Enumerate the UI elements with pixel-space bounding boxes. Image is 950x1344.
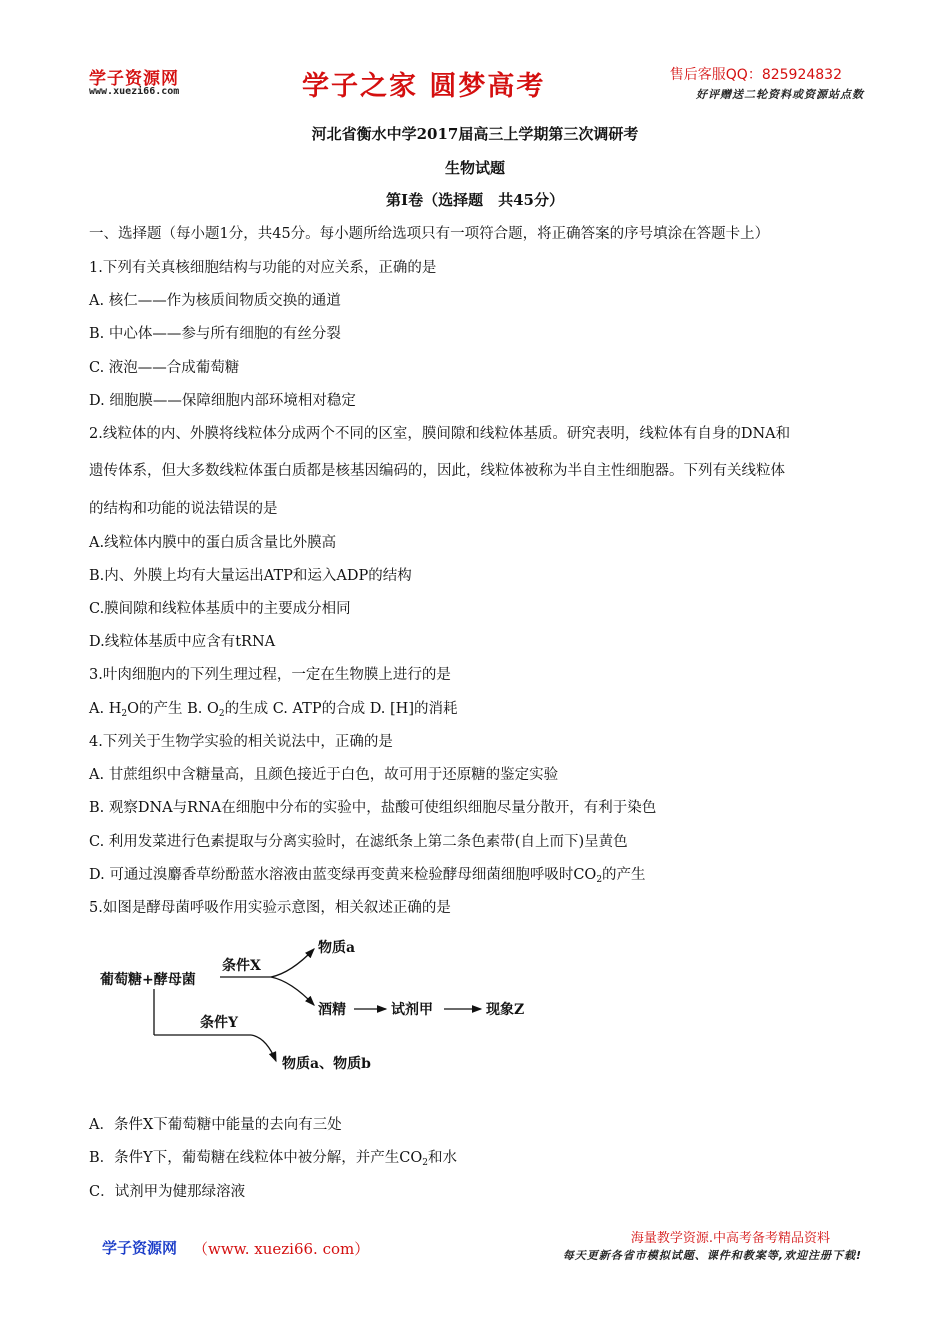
- q1-stem: 1.下列有关真核细胞结构与功能的对应关系，正确的是: [89, 260, 437, 276]
- diagram-condition-x: 条件X: [222, 958, 261, 974]
- q3-option-a: A. $H_2O$的产生: [89, 701, 183, 719]
- q4-option-c: C. 利用发菜进行色素提取与分离实验时，在滤纸条上第二条色素带(自上而下)呈黄色: [89, 834, 628, 850]
- arrow-to-alcohol: [271, 977, 314, 1005]
- logo-url[interactable]: www.xuezi66.com: [89, 86, 180, 97]
- q2-stem-line3: 的结构和功能的说法错误的是: [89, 501, 278, 517]
- exam-title: 河北省衡水中学2017届高三上学期第三次调研考: [311, 125, 639, 143]
- respiration-diagram: [96, 935, 556, 1115]
- diagram-reagent: 试剂甲: [391, 1002, 433, 1018]
- q2-option-a: A.线粒体内膜中的蛋白质含量比外膜高: [89, 535, 337, 551]
- diagram-alcohol: 酒精: [318, 1002, 346, 1018]
- q4-option-b: B. 观察DNA与RNA在细胞中分布的实验中，盐酸可使组织细胞尽量分散开，有利于染色: [89, 800, 657, 816]
- section-instructions: 一、选择题（每小题1分，共45分。每小题所给选项只有一项符合题，将正确答案的序号填涂在答题卡上）: [89, 226, 770, 242]
- q3-options: [89, 697, 458, 719]
- q4-option-d: D. 可通过溴麝香草纷酚蓝水溶液由蓝变绿再变黄来检验酵母细菌细胞呼吸时$CO_2$的产生: [89, 867, 646, 885]
- q5-stem: 5.如图是酵母菌呼吸作用实验示意图，相关叙述正确的是: [89, 900, 451, 916]
- part-title: 第Ⅰ卷（选择题 共45分）: [386, 191, 564, 209]
- footer-url[interactable]: （www. xuezi66. com）: [193, 1240, 370, 1258]
- q2-stem-line2: 遗传体系，但大多数线粒体蛋白质都是核基因编码的，因此，线粒体被称为半自主性细胞器。下列有关线粒体: [89, 463, 785, 479]
- subject-title: 生物试题: [444, 159, 505, 177]
- q5-option-b: B．条件Y下，葡萄糖在线粒体中被分解，并产生$CO_2$和水: [89, 1150, 457, 1168]
- q5-option-a: A．条件X下葡萄糖中能量的去向有三处: [89, 1117, 342, 1133]
- q2-stem-line1: 2.线粒体的内、外膜将线粒体分成两个不同的区室，膜间隙和线粒体基质。研究表明，线粒体有自身的DNA和: [89, 426, 791, 442]
- service-qq: 售后客服QQ：825924832: [669, 67, 842, 83]
- q3-option-b: B. $O_2$的生成: [187, 701, 269, 719]
- footer-promo: 每天更新各省市模拟试题、课件和教案等,欢迎注册下载!: [562, 1249, 862, 1262]
- arrow-to-substance-a: [271, 949, 314, 977]
- diagram-condition-y: 条件Y: [200, 1015, 238, 1031]
- slogan: 学子之家 圆梦高考: [302, 71, 546, 102]
- q1-option-d: D. 细胞膜——保障细胞内部环境相对稳定: [89, 393, 356, 409]
- diagram-phenomenon: 现象Z: [486, 1002, 525, 1018]
- q4-stem: 4.下列关于生物学实验的相关说法中，正确的是: [89, 734, 393, 750]
- diagram-substance-ab: 物质a、物质b: [282, 1056, 371, 1072]
- q1-option-c: C. 液泡——合成葡萄糖: [89, 360, 240, 376]
- arrow-to-substance-ab: [251, 1035, 276, 1061]
- q2-option-d: D.线粒体基质中应含有tRNA: [89, 634, 276, 650]
- q4-option-a: A. 甘蔗组织中含糖量高，且颜色接近于白色，故可用于还原糖的鉴定实验: [89, 767, 559, 783]
- q3-option-c: C. ATP的合成: [272, 701, 366, 717]
- q1-option-a: A. 核仁——作为核质间物质交换的通道: [89, 293, 341, 309]
- diagram-start: 葡萄糖+酵母菌: [100, 972, 196, 988]
- q3-option-d: D. [H]的消耗: [369, 701, 458, 717]
- diagram-substance-a: 物质a: [318, 940, 356, 956]
- promo-text: 好评赠送二轮资料或资源站点数: [696, 88, 864, 101]
- footer-brand[interactable]: 学子资源网: [102, 1239, 178, 1257]
- diagram-arrows: [96, 935, 556, 1115]
- q3-stem: 3.叶肉细胞内的下列生理过程，一定在生物膜上进行的是: [89, 667, 451, 683]
- q2-option-b: B.内、外膜上均有大量运出ATP和运入ADP的结构: [89, 568, 412, 584]
- q2-option-c: C.膜间隙和线粒体基质中的主要成分相同: [89, 601, 351, 617]
- q1-option-b: B. 中心体——参与所有细胞的有丝分裂: [89, 326, 341, 342]
- logo[interactable]: 学子资源网: [89, 69, 179, 89]
- footer-slogan: 海量教学资源.中高考备考精品资料: [630, 1231, 830, 1246]
- q5-option-c: C．试剂甲为健那绿溶液: [89, 1184, 246, 1200]
